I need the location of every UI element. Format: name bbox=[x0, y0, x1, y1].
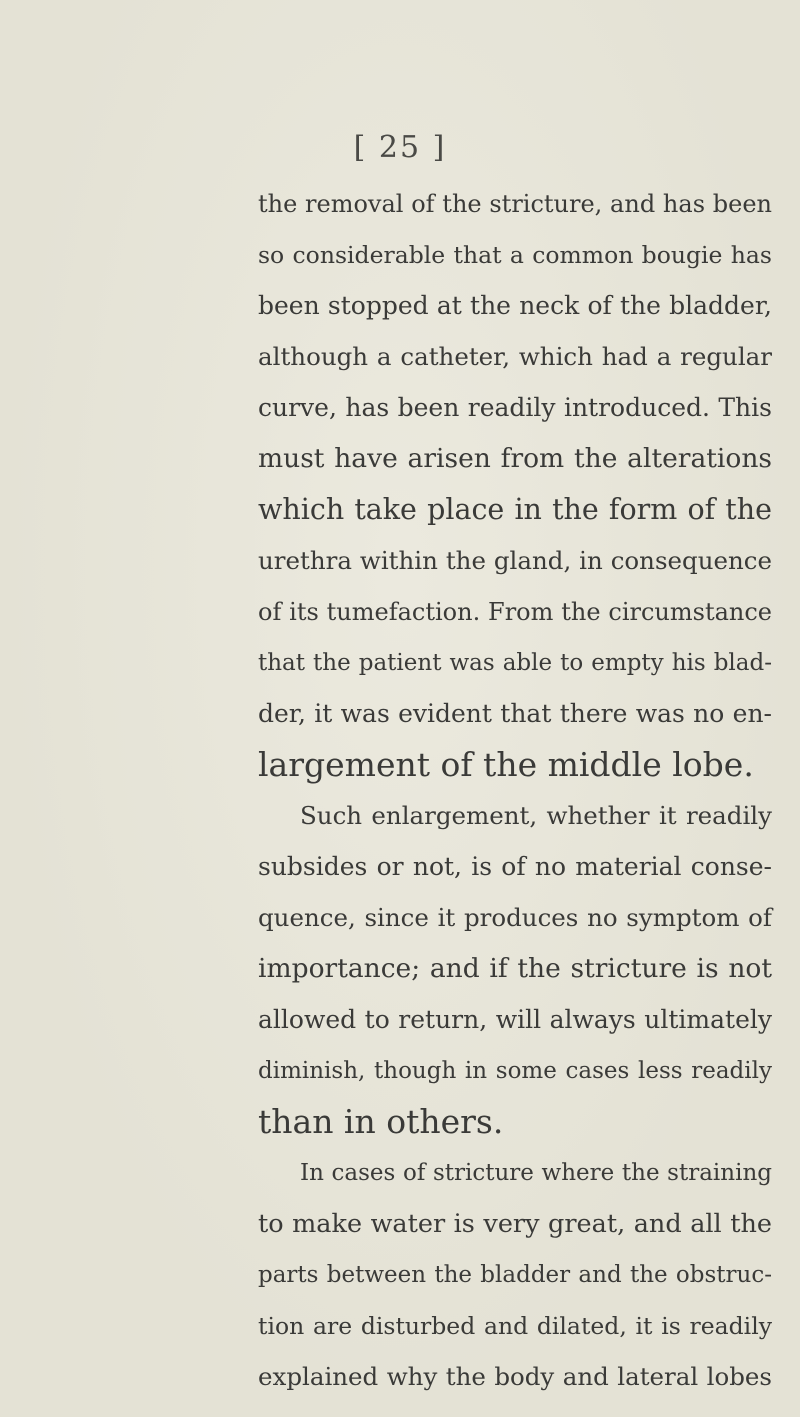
text-line: which take place in the form of the bbox=[258, 493, 772, 526]
text-line: the removal of the stricture, and has been bbox=[258, 190, 772, 218]
text-line: that the patient was able to empty his blad- bbox=[258, 650, 772, 676]
text-line: must have arisen from the alterations bbox=[258, 443, 772, 474]
text-line: of its tumefaction. From the circumstance bbox=[258, 598, 772, 626]
text-line: than in others. bbox=[258, 1102, 504, 1141]
text-line: so considerable that a common bougie has bbox=[258, 241, 772, 269]
text-line: allowed to return, will always ultimately bbox=[258, 1005, 772, 1034]
text-line: tion are disturbed and dilated, it is readily bbox=[258, 1312, 772, 1340]
text-line: curve, has been readily introduced. This bbox=[258, 393, 772, 422]
text-line: der, it was evident that there was no en- bbox=[258, 699, 772, 728]
text-line: importance; and if the stricture is not bbox=[258, 953, 772, 984]
text-line: largement of the middle lobe. bbox=[258, 745, 754, 784]
text-line: In cases of stricture where the straining bbox=[300, 1160, 772, 1186]
page-number: [ 25 ] bbox=[353, 130, 447, 165]
text-line: parts between the bladder and the obstruc- bbox=[258, 1262, 772, 1288]
text-line: urethra within the gland, in consequence bbox=[258, 546, 772, 575]
text-line: to make water is very great, and all the bbox=[258, 1209, 772, 1239]
text-line: been stopped at the neck of the bladder, bbox=[258, 291, 772, 320]
text-line: diminish, though in some cases less readily bbox=[258, 1058, 772, 1084]
text-line: Such enlargement, whether it readily bbox=[300, 801, 772, 830]
text-line: subsides or not, is of no material conse- bbox=[258, 852, 772, 881]
text-line: quence, since it produces no symptom of bbox=[258, 903, 772, 932]
text-line: explained why the body and lateral lobes bbox=[258, 1362, 772, 1391]
text-line: although a catheter, which had a regular bbox=[258, 342, 772, 371]
